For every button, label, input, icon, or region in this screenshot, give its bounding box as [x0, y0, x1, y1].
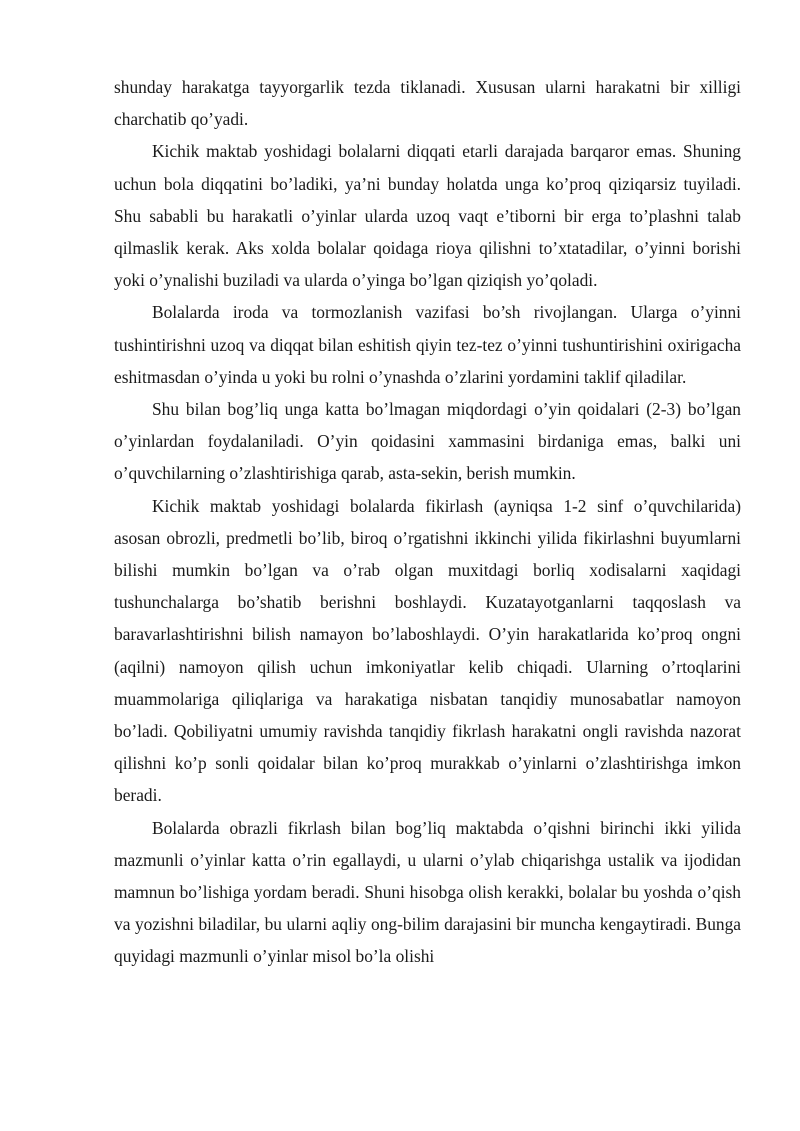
document-body — [114, 71, 741, 973]
paragraph: Bolalarda iroda va tormozlanish vazifasi bo’sh rivojlangan. Ularga o’yinni tushintirishni uzoq va diqqat bilan eshitish qiyin tez-tez o’yinni tushuntirishini oxirigacha eshitmasdan o’yinda u yoki bu rolni o’ynashda o’zlarini yordamini taklif qiladilar. — [114, 302, 741, 387]
paragraph: Kichik maktab yoshidagi bolalarni diqqati etarli darajada barqaror emas. Shuning uchun bola diqqatini bo’ladiki, ya’ni bunday holatda unga ko’proq qiziqarsiz tuyiladi. Shu sababli bu harakatli o’yinlar ularda uzoq vaqt e’tiborni bir erga to’plashni talab qilmaslik kerak. Aks xolda bolalar qoidaga rioya qilishni to’xtatadilar, o’yinni borishi yoki o’ynalishi buziladi va ularda o’yinga bo’lgan qiziqish yo’qoladi. — [114, 141, 741, 291]
paragraph: shunday harakatga tayyorgarlik tezda tiklanadi. Xususan ularni harakatni bir xilligi charchatib qo’yadi. — [114, 77, 741, 130]
paragraph: Kichik maktab yoshidagi bolalarda fikirlash (ayniqsa 1-2 sinf o’quvchilarida) asosan obrozli, predmetli bo’lib, biroq o’rgatishni ikkinchi yilida fikirlashni buyumlarni bilishi mumkin bo’lgan va o’rab olgan muxitdagi borliq xodisalarni xaqidagi tushunchalarga bo’shatib berishni boshlaydi. Kuzatayotganlarni taqqoslash va baravarlashtirishni bilish namayon bo’laboshlaydi. O’yin harakatlarida ko’proq ongni (aqilni) namoyon qilish uchun imkoniyatlar kelib chiqadi. Ularning o’rtoqlarini muammolariga qiliqlariga va harakatiga nisbatan tanqidiy munosabatlar namoyon bo’ladi. Qobiliyatni umumiy ravishda tanqidiy fikrlash harakatni ongli ravishda nazorat qilishni ko’p sonli qoidalar bilan ko’proq murakkab o’yinlarni o’zlashtirishga imkon beradi. — [114, 495, 741, 806]
paragraph: Bolalarda obrazli fikrlash bilan bog’liq maktabda o’qishni birinchi ikki yilida mazmunli o’yinlar katta o’rin egallaydi, u ularni o’ylab chiqarishga ustalik va ijodidan mamnun bo’lishiga yordam beradi. Shuni hisobga olish kerakki, bolalar bu yoshda o’qish va yozishni biladilar, bu ularni aqliy ong-bilim darajasini bir muncha kengaytiradi. Bunga quyidagi mazmunli o’yinlar misol bo’la olishi — [114, 817, 741, 967]
paragraph: Shu bilan bog’liq unga katta bo’lmagan miqdordagi o’yin qoidalari (2-3) bo’lgan o’yinlardan foydalaniladi. O’yin qoidasini xammasini birdaniga emas, balki uni o’quvchilarning o’zlashtirishiga qarab, asta-sekin, berish mumkin. — [114, 399, 741, 484]
